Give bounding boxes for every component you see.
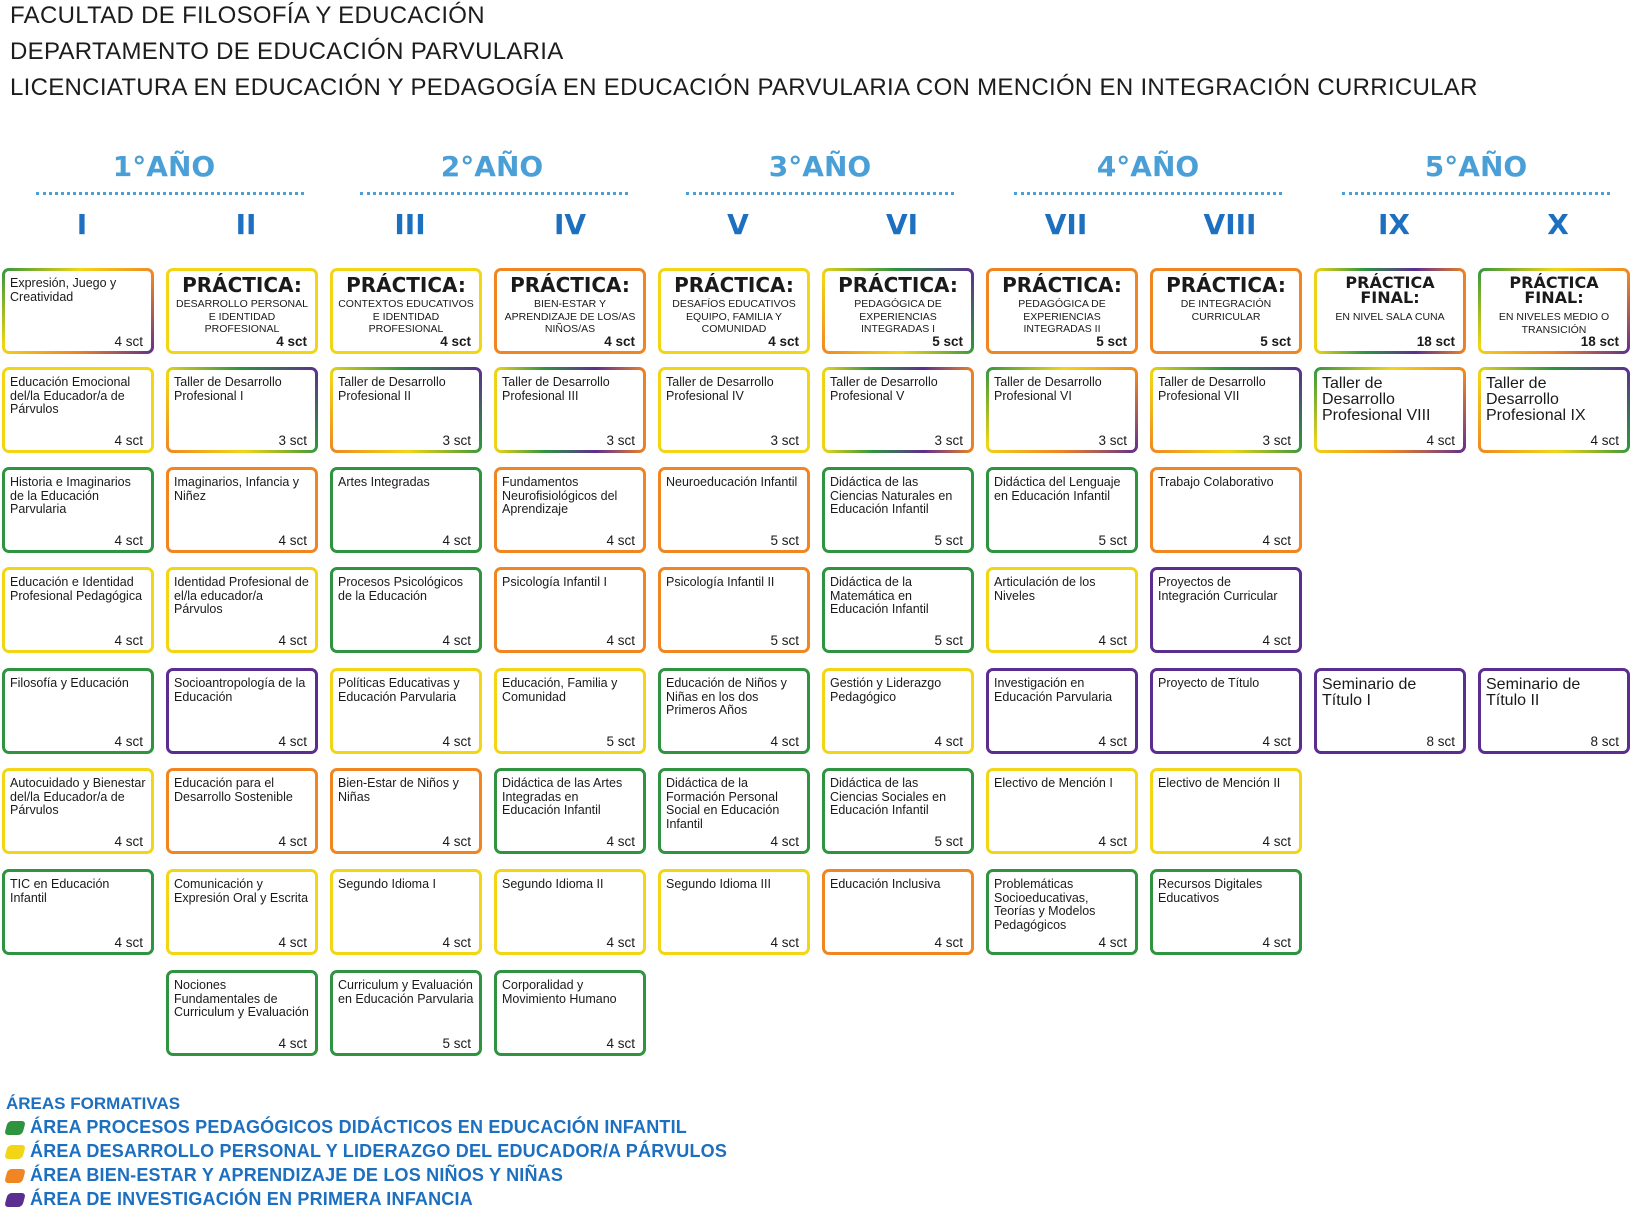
course-credits: 4 sct bbox=[1098, 633, 1127, 648]
practica-title: PRÁCTICA FINAL: bbox=[1345, 273, 1435, 307]
course-name: Electivo de Mención II bbox=[1158, 776, 1281, 790]
course-name: Expresión, Juego y Creatividad bbox=[10, 276, 117, 304]
course-card[interactable] bbox=[986, 467, 1138, 553]
course-name: Proyectos de Integración Curricular bbox=[1158, 575, 1278, 603]
course-card[interactable] bbox=[658, 768, 810, 854]
course-credits: 4 sct bbox=[770, 834, 799, 849]
course-credits: 4 sct bbox=[768, 334, 799, 349]
course-name: Recursos Digitales Educativos bbox=[1158, 877, 1263, 905]
year-divider bbox=[1342, 192, 1610, 195]
course-credits: 18 sct bbox=[1416, 334, 1455, 349]
practica-subtitle: EN NIVEL SALA CUNA bbox=[1335, 311, 1445, 323]
course-card[interactable] bbox=[330, 970, 482, 1056]
year-divider bbox=[36, 192, 304, 195]
course-card[interactable] bbox=[822, 869, 974, 955]
year-divider bbox=[360, 192, 628, 195]
year-4: 4°AÑO bbox=[1096, 150, 1200, 183]
practica-card[interactable] bbox=[822, 268, 974, 354]
course-credits: 4 sct bbox=[442, 935, 471, 950]
practica-card[interactable] bbox=[1150, 268, 1302, 354]
course-card[interactable] bbox=[1150, 768, 1302, 854]
course-name: Curriculum y Evaluación en Educación Parvularia bbox=[338, 978, 474, 1006]
legend-label: ÁREA PROCESOS PEDAGÓGICOS DIDÁCTICOS EN EDUCACIÓN INFANTIL bbox=[30, 1117, 687, 1137]
course-credits: 4 sct bbox=[1098, 734, 1127, 749]
course-credits: 3 sct bbox=[1262, 433, 1291, 448]
semester-VII: VII bbox=[1044, 208, 1088, 241]
course-name: Gestión y Liderazgo Pedagógico bbox=[830, 676, 942, 704]
practica-card[interactable] bbox=[166, 268, 318, 354]
course-card[interactable] bbox=[658, 367, 810, 453]
course-credits: 5 sct bbox=[1260, 334, 1291, 349]
course-card[interactable] bbox=[166, 970, 318, 1056]
course-credits: 3 sct bbox=[442, 433, 471, 448]
legend-title: ÁREAS FORMATIVAS bbox=[6, 1094, 181, 1113]
practica-subtitle: BIEN-ESTAR Y APRENDIZAJE DE LOS/AS NIÑOS/AS bbox=[504, 298, 636, 335]
course-name: Psicología Infantil II bbox=[666, 575, 775, 589]
course-card[interactable] bbox=[1478, 367, 1630, 453]
course-credits: 18 sct bbox=[1580, 334, 1619, 349]
course-name: Políticas Educativas y Educación Parvularia bbox=[338, 676, 460, 704]
course-name: Comunicación y Expresión Oral y Escrita bbox=[174, 877, 309, 905]
course-credits: 8 sct bbox=[1590, 734, 1619, 749]
semester-VI: VI bbox=[885, 208, 919, 241]
course-card[interactable] bbox=[658, 869, 810, 955]
course-credits: 5 sct bbox=[606, 734, 635, 749]
course-name: Artes Integradas bbox=[338, 475, 430, 489]
year-divider bbox=[686, 192, 954, 195]
green-swatch-icon bbox=[4, 1121, 26, 1135]
course-card[interactable] bbox=[1150, 367, 1302, 453]
course-card[interactable] bbox=[330, 768, 482, 854]
course-card[interactable] bbox=[1150, 869, 1302, 955]
course-name: Educación para el Desarrollo Sostenible bbox=[174, 776, 293, 804]
course-name: Trabajo Colaborativo bbox=[1158, 475, 1274, 489]
course-credits: 4 sct bbox=[114, 433, 143, 448]
course-credits: 5 sct bbox=[1098, 533, 1127, 548]
course-credits: 8 sct bbox=[1426, 734, 1455, 749]
practica-card[interactable] bbox=[658, 268, 810, 354]
course-credits: 4 sct bbox=[1098, 834, 1127, 849]
course-credits: 4 sct bbox=[770, 734, 799, 749]
course-card[interactable] bbox=[822, 768, 974, 854]
course-card[interactable] bbox=[166, 367, 318, 453]
course-card[interactable] bbox=[330, 869, 482, 955]
course-card[interactable] bbox=[658, 567, 810, 653]
practica-title: PRÁCTICA: bbox=[838, 273, 958, 297]
semester-V: V bbox=[727, 208, 749, 241]
course-credits: 4 sct bbox=[1262, 533, 1291, 548]
course-credits: 4 sct bbox=[278, 935, 307, 950]
course-card[interactable] bbox=[1478, 668, 1630, 754]
course-name: Segundo Idioma III bbox=[666, 877, 771, 891]
legend-item bbox=[6, 1189, 473, 1209]
course-name: Taller de Desarrollo Profesional VI bbox=[994, 375, 1102, 403]
practica-title: PRÁCTICA FINAL: bbox=[1509, 273, 1599, 307]
course-card[interactable] bbox=[2, 467, 154, 553]
course-card[interactable] bbox=[1150, 567, 1302, 653]
course-credits: 5 sct bbox=[770, 533, 799, 548]
course-card[interactable] bbox=[166, 869, 318, 955]
course-credits: 4 sct bbox=[1262, 935, 1291, 950]
course-name: Bien-Estar de Niños y Niñas bbox=[338, 776, 459, 804]
course-card[interactable] bbox=[2, 668, 154, 754]
course-card[interactable] bbox=[822, 367, 974, 453]
course-credits: 4 sct bbox=[114, 533, 143, 548]
course-name: Electivo de Mención I bbox=[994, 776, 1113, 790]
course-name: Proyecto de Título bbox=[1158, 676, 1260, 690]
semester-IX: IX bbox=[1377, 208, 1410, 241]
purple-swatch-icon bbox=[4, 1193, 26, 1207]
practica-card[interactable] bbox=[494, 268, 646, 354]
course-name: Didáctica del Lenguaje en Educación Infantil bbox=[994, 475, 1121, 503]
course-card[interactable] bbox=[494, 970, 646, 1056]
legend-item bbox=[6, 1117, 687, 1137]
course-card[interactable] bbox=[986, 668, 1138, 754]
course-name: Historia e Imaginarios de la Educación Parvularia bbox=[10, 475, 131, 516]
course-name: Socioantropología de la Educación bbox=[174, 676, 306, 704]
course-card[interactable] bbox=[822, 567, 974, 653]
course-name: Filosofía y Educación bbox=[10, 676, 129, 690]
course-card[interactable] bbox=[822, 668, 974, 754]
course-credits: 5 sct bbox=[932, 334, 963, 349]
course-name: Didáctica de las Artes Integradas en Educación Infantil bbox=[502, 776, 623, 817]
course-credits: 4 sct bbox=[604, 334, 635, 349]
practica-subtitle: PEDAGÓGICA DE EXPERIENCIAS INTEGRADAS I bbox=[854, 298, 942, 335]
practica-title: PRÁCTICA: bbox=[346, 273, 466, 297]
practica-subtitle: PEDAGÓGICA DE EXPERIENCIAS INTEGRADAS II bbox=[1018, 298, 1106, 335]
course-name: Seminario de Título I bbox=[1322, 676, 1417, 709]
course-name: Didáctica de la Formación Personal Social en Educación Infantil bbox=[666, 776, 780, 831]
semester-III: III bbox=[394, 208, 426, 241]
legend-item bbox=[6, 1141, 727, 1161]
department-title: DEPARTAMENTO DE EDUCACIÓN PARVULARIA bbox=[10, 38, 564, 65]
course-credits: 5 sct bbox=[934, 533, 963, 548]
course-card[interactable] bbox=[2, 367, 154, 453]
course-credits: 4 sct bbox=[606, 834, 635, 849]
course-name: Corporalidad y Movimiento Humano bbox=[502, 978, 617, 1006]
course-credits: 3 sct bbox=[1098, 433, 1127, 448]
course-credits: 4 sct bbox=[606, 633, 635, 648]
course-name: Taller de Desarrollo Profesional IX bbox=[1486, 375, 1586, 424]
course-card[interactable] bbox=[494, 768, 646, 854]
course-credits: 4 sct bbox=[114, 734, 143, 749]
course-credits: 4 sct bbox=[1262, 734, 1291, 749]
course-name: Procesos Psicológicos de la Educación bbox=[338, 575, 464, 603]
course-card[interactable] bbox=[1150, 467, 1302, 553]
course-card[interactable] bbox=[330, 367, 482, 453]
course-card[interactable] bbox=[166, 467, 318, 553]
course-name: Articulación de los Niveles bbox=[994, 575, 1096, 603]
year-1: 1°AÑO bbox=[112, 150, 216, 183]
practica-card[interactable] bbox=[330, 268, 482, 354]
course-card[interactable] bbox=[330, 467, 482, 553]
course-credits: 5 sct bbox=[442, 1036, 471, 1051]
practica-card[interactable] bbox=[986, 268, 1138, 354]
course-name: Seminario de Título II bbox=[1486, 676, 1581, 709]
semester-IV: IV bbox=[553, 208, 587, 241]
course-name: Taller de Desarrollo Profesional VII bbox=[1158, 375, 1266, 403]
course-name: Educación, Familia y Comunidad bbox=[502, 676, 618, 704]
course-credits: 4 sct bbox=[1426, 433, 1455, 448]
course-name: Problemáticas Socioeducativas, Teorías y Modelos Pedagógicos bbox=[994, 877, 1096, 932]
course-credits: 4 sct bbox=[442, 533, 471, 548]
course-credits: 5 sct bbox=[770, 633, 799, 648]
course-credits: 4 sct bbox=[1262, 834, 1291, 849]
practica-title: PRÁCTICA: bbox=[510, 273, 630, 297]
course-name: Psicología Infantil I bbox=[502, 575, 607, 589]
course-credits: 4 sct bbox=[278, 533, 307, 548]
course-card[interactable] bbox=[1314, 668, 1466, 754]
practica-subtitle: DE INTEGRACIÓN CURRICULAR bbox=[1180, 298, 1272, 323]
course-credits: 4 sct bbox=[114, 334, 143, 349]
orange-swatch-icon bbox=[4, 1169, 26, 1183]
course-credits: 3 sct bbox=[606, 433, 635, 448]
year-3: 3°AÑO bbox=[768, 150, 872, 183]
legend-item bbox=[6, 1165, 563, 1185]
course-name: Didáctica de las Ciencias Sociales en Educación Infantil bbox=[830, 776, 947, 817]
practica-final-card[interactable] bbox=[1478, 268, 1630, 354]
course-credits: 4 sct bbox=[1262, 633, 1291, 648]
course-credits: 4 sct bbox=[278, 1036, 307, 1051]
course-name: Taller de Desarrollo Profesional I bbox=[174, 375, 282, 403]
semester-II: II bbox=[235, 208, 257, 241]
course-credits: 4 sct bbox=[278, 734, 307, 749]
course-card[interactable] bbox=[2, 768, 154, 854]
course-credits: 4 sct bbox=[606, 1036, 635, 1051]
course-name: Investigación en Educación Parvularia bbox=[994, 676, 1113, 704]
course-credits: 3 sct bbox=[770, 433, 799, 448]
course-card[interactable] bbox=[2, 869, 154, 955]
practica-title: PRÁCTICA: bbox=[674, 273, 794, 297]
year-divider bbox=[1014, 192, 1282, 195]
course-credits: 4 sct bbox=[442, 734, 471, 749]
course-name: Educación Inclusiva bbox=[830, 877, 941, 891]
course-card[interactable] bbox=[658, 467, 810, 553]
course-credits: 4 sct bbox=[606, 533, 635, 548]
course-card[interactable] bbox=[2, 567, 154, 653]
course-credits: 3 sct bbox=[278, 433, 307, 448]
course-credits: 4 sct bbox=[606, 935, 635, 950]
course-card[interactable] bbox=[494, 367, 646, 453]
course-card[interactable] bbox=[166, 567, 318, 653]
practica-subtitle: DESAFÍOS EDUCATIVOS EQUIPO, FAMILIA Y COMUNIDAD bbox=[672, 298, 796, 335]
course-name: Imaginarios, Infancia y Niñez bbox=[174, 475, 300, 503]
course-card[interactable] bbox=[658, 668, 810, 754]
practica-subtitle: EN NIVELES MEDIO O TRANSICIÓN bbox=[1498, 311, 1610, 336]
year-2: 2°AÑO bbox=[440, 150, 544, 183]
course-name: TIC en Educación Infantil bbox=[10, 877, 110, 905]
legend-label: ÁREA BIEN-ESTAR Y APRENDIZAJE DE LOS NIÑOS Y NIÑAS bbox=[30, 1165, 564, 1185]
course-credits: 4 sct bbox=[276, 334, 307, 349]
course-credits: 4 sct bbox=[442, 633, 471, 648]
practica-title: PRÁCTICA: bbox=[182, 273, 302, 297]
course-name: Autocuidado y Bienestar del/la Educador/a de Párvulos bbox=[10, 776, 146, 817]
course-card[interactable] bbox=[986, 567, 1138, 653]
course-credits: 4 sct bbox=[114, 935, 143, 950]
course-name: Identidad Profesional de el/la educador/a Párvulos bbox=[174, 575, 309, 616]
semester-X: X bbox=[1547, 208, 1569, 241]
course-card[interactable] bbox=[1150, 668, 1302, 754]
course-name: Taller de Desarrollo Profesional II bbox=[338, 375, 446, 403]
course-card[interactable] bbox=[986, 768, 1138, 854]
course-credits: 4 sct bbox=[770, 935, 799, 950]
course-credits: 5 sct bbox=[934, 834, 963, 849]
course-card[interactable] bbox=[822, 467, 974, 553]
course-name: Segundo Idioma I bbox=[338, 877, 436, 891]
course-credits: 4 sct bbox=[114, 834, 143, 849]
practica-subtitle: CONTEXTOS EDUCATIVOS E IDENTIDAD PROFESIONAL bbox=[338, 298, 474, 335]
course-card[interactable] bbox=[1314, 367, 1466, 453]
course-card[interactable] bbox=[494, 668, 646, 754]
course-credits: 4 sct bbox=[1590, 433, 1619, 448]
course-card[interactable] bbox=[986, 869, 1138, 955]
practica-title: PRÁCTICA: bbox=[1166, 273, 1286, 297]
course-card[interactable] bbox=[166, 668, 318, 754]
semester-VIII: VIII bbox=[1203, 208, 1257, 241]
practica-final-card[interactable] bbox=[1314, 268, 1466, 354]
course-name: Taller de Desarrollo Profesional V bbox=[830, 375, 938, 403]
course-name: Educación Emocional del/la Educador/a de Párvulos bbox=[10, 375, 131, 416]
course-name: Segundo Idioma II bbox=[502, 877, 604, 891]
course-card[interactable] bbox=[330, 567, 482, 653]
course-credits: 4 sct bbox=[934, 935, 963, 950]
course-credits: 4 sct bbox=[114, 633, 143, 648]
practica-subtitle: DESARROLLO PERSONAL E IDENTIDAD PROFESIONAL bbox=[176, 298, 308, 335]
legend-label: ÁREA DESARROLLO PERSONAL Y LIDERAZGO DEL EDUCADOR/A PÁRVULOS bbox=[30, 1141, 728, 1161]
course-card[interactable] bbox=[986, 367, 1138, 453]
course-card[interactable] bbox=[494, 467, 646, 553]
semester-I: I bbox=[76, 208, 88, 241]
faculty-title: FACULTAD DE FILOSOFÍA Y EDUCACIÓN bbox=[10, 2, 485, 29]
practica-title: PRÁCTICA: bbox=[1002, 273, 1122, 297]
course-name: Taller de Desarrollo Profesional VIII bbox=[1322, 375, 1431, 424]
course-card[interactable] bbox=[494, 567, 646, 653]
course-credits: 4 sct bbox=[440, 334, 471, 349]
course-credits: 4 sct bbox=[934, 734, 963, 749]
course-name: Neuroeducación Infantil bbox=[666, 475, 798, 489]
course-name: Taller de Desarrollo Profesional IV bbox=[666, 375, 774, 403]
program-title: LICENCIATURA EN EDUCACIÓN Y PEDAGOGÍA EN EDUCACIÓN PARVULARIA CON MENCIÓN EN INTEGRACIÓN CURRICULAR bbox=[10, 74, 1478, 101]
course-credits: 4 sct bbox=[278, 633, 307, 648]
course-credits: 4 sct bbox=[442, 834, 471, 849]
course-name: Taller de Desarrollo Profesional III bbox=[502, 375, 610, 403]
year-5: 5°AÑO bbox=[1424, 150, 1528, 183]
course-credits: 4 sct bbox=[278, 834, 307, 849]
course-name: Didáctica de la Matemática en Educación Infantil bbox=[830, 575, 929, 616]
course-card[interactable] bbox=[2, 268, 154, 354]
course-credits: 5 sct bbox=[1096, 334, 1127, 349]
course-name: Educación e Identidad Profesional Pedagógica bbox=[10, 575, 143, 603]
course-name: Educación de Niños y Niñas en los dos Primeros Años bbox=[666, 676, 787, 717]
course-card[interactable] bbox=[166, 768, 318, 854]
yellow-swatch-icon bbox=[4, 1145, 26, 1159]
course-card[interactable] bbox=[330, 668, 482, 754]
course-credits: 4 sct bbox=[1098, 935, 1127, 950]
course-name: Nociones Fundamentales de Curriculum y Evaluación bbox=[174, 978, 309, 1019]
legend-label: ÁREA DE INVESTIGACIÓN EN PRIMERA INFANCIA bbox=[30, 1189, 473, 1209]
course-credits: 3 sct bbox=[934, 433, 963, 448]
course-name: Fundamentos Neurofisiológicos del Aprendizaje bbox=[502, 475, 618, 516]
course-credits: 5 sct bbox=[934, 633, 963, 648]
course-name: Didáctica de las Ciencias Naturales en Educación Infantil bbox=[830, 475, 953, 516]
course-card[interactable] bbox=[494, 869, 646, 955]
